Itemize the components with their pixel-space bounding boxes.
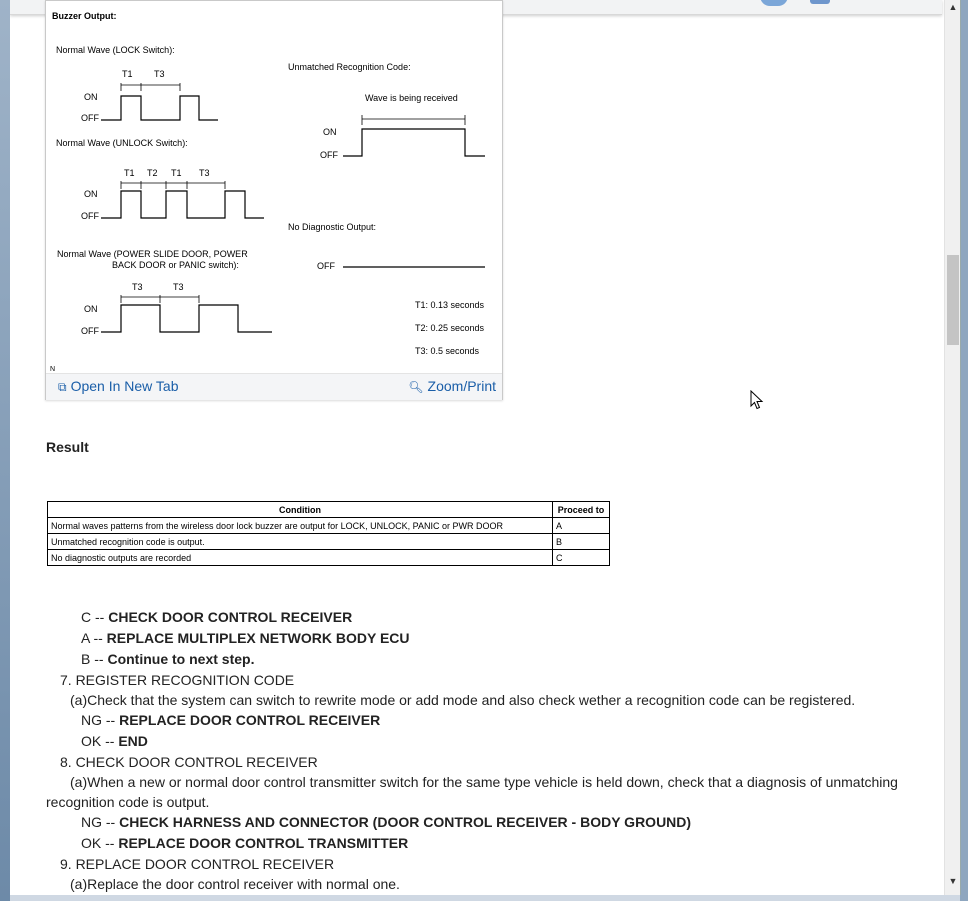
branch-prefix: NG -- xyxy=(81,814,116,830)
table-cell: B xyxy=(553,534,610,550)
off-label: OFF xyxy=(317,261,335,271)
table-cell: No diagnostic outputs are recorded xyxy=(48,550,553,566)
corner-mark: N xyxy=(50,366,56,373)
branch-action: REPLACE DOOR CONTROL TRANSMITTER xyxy=(118,835,409,851)
open-in-new-tab-icon: ⧉ xyxy=(58,380,67,394)
step-8-ok xyxy=(81,835,408,851)
tick-label: T1 xyxy=(122,69,133,79)
condition-table xyxy=(47,501,610,566)
open-in-new-tab-label: Open In New Tab xyxy=(70,378,179,394)
on-label: ON xyxy=(84,92,98,102)
t1-definition: T1: 0.13 seconds xyxy=(415,300,485,310)
no-diag-title: No Diagnostic Output: xyxy=(288,222,377,232)
table-header-proceed: Proceed to xyxy=(553,502,610,518)
unmatched-title: Unmatched Recognition Code: xyxy=(288,62,411,72)
table-cell: Unmatched recognition code is output. xyxy=(48,534,553,550)
branch-prefix: A -- xyxy=(81,630,103,646)
branch-c xyxy=(81,609,352,625)
tick-label: T2 xyxy=(147,168,158,178)
branch-action: CHECK HARNESS AND CONNECTOR (DOOR CONTROL RECEIVER - BODY GROUND) xyxy=(119,814,692,830)
off-label: OFF xyxy=(320,150,338,160)
power-wave-title-2: BACK DOOR or PANIC switch): xyxy=(112,260,239,270)
tick-label: T3 xyxy=(199,168,210,178)
tick-label: T1 xyxy=(171,168,182,178)
off-label: OFF xyxy=(81,326,99,336)
table-row xyxy=(48,550,610,566)
tick-label: T3 xyxy=(132,282,143,292)
open-in-new-tab-link[interactable] xyxy=(58,378,179,395)
branch-action: Continue to next step. xyxy=(107,651,255,667)
table-cell: C xyxy=(553,550,610,566)
off-label: OFF xyxy=(81,211,99,221)
zoom-print-link[interactable] xyxy=(408,378,496,394)
step-8a-continued: recognition code is output. xyxy=(46,794,210,810)
tick-label: T3 xyxy=(173,282,184,292)
on-label: ON xyxy=(84,304,98,314)
branch-action: END xyxy=(118,733,148,749)
table-cell: Normal waves patterns from the wireless door lock buzzer are output for LOCK, UNLOCK, PANIC or PWR DOOR xyxy=(48,518,553,534)
tick-label: T1 xyxy=(124,168,135,178)
zoom-print-label: Zoom/Print xyxy=(427,378,496,394)
branch-prefix: B -- xyxy=(81,651,104,667)
branch-prefix: C -- xyxy=(81,609,105,625)
magnifier-zoom-icon: 🔍︎ xyxy=(408,380,424,394)
table-header-condition: Condition xyxy=(48,502,553,518)
step-9-title: 9. REPLACE DOOR CONTROL RECEIVER xyxy=(60,856,335,872)
table-header-row xyxy=(48,502,610,518)
off-label: OFF xyxy=(81,113,99,123)
t3-definition: T3: 0.5 seconds xyxy=(415,346,480,356)
step-7-title: 7. REGISTER RECOGNITION CODE xyxy=(60,672,295,688)
table-row xyxy=(48,518,610,534)
branch-a xyxy=(81,630,410,646)
t2-definition: T2: 0.25 seconds xyxy=(415,323,485,333)
account-icon[interactable] xyxy=(810,0,830,4)
on-label: ON xyxy=(84,189,98,199)
browser-content-window xyxy=(10,0,961,895)
branch-action: CHECK DOOR CONTROL RECEIVER xyxy=(108,609,353,625)
tick-label: T3 xyxy=(154,69,165,79)
scroll-up-arrow-icon[interactable]: ▲ xyxy=(948,2,958,12)
unlock-wave-title: Normal Wave (UNLOCK Switch): xyxy=(56,138,188,148)
step-9a: (a)Replace the door control receiver with normal one. xyxy=(70,876,400,892)
branch-action: REPLACE DOOR CONTROL RECEIVER xyxy=(119,712,381,728)
table-cell: A xyxy=(553,518,610,534)
step-7-ok xyxy=(81,733,148,749)
power-wave-title-1: Normal Wave (POWER SLIDE DOOR, POWER xyxy=(57,249,248,259)
figure-header: Buzzer Output: xyxy=(52,11,117,21)
step-7a: (a)Check that the system can switch to rewrite mode or add mode and also check wether a recognition code can be registered. xyxy=(70,692,856,708)
scroll-down-arrow-icon[interactable]: ▼ xyxy=(948,876,958,886)
branch-action: REPLACE MULTIPLEX NETWORK BODY ECU xyxy=(106,630,410,646)
figure-action-bar xyxy=(46,373,502,400)
desktop-background-left xyxy=(0,0,10,901)
waveform-figure xyxy=(45,0,503,400)
branch-prefix: NG -- xyxy=(81,712,116,728)
vertical-scrollbar[interactable] xyxy=(944,0,961,895)
waveform-diagram xyxy=(46,1,502,373)
wave-received-label: Wave is being received xyxy=(365,93,458,103)
branch-prefix: OK -- xyxy=(81,733,115,749)
lock-wave-title: Normal Wave (LOCK Switch): xyxy=(56,45,175,55)
table-row xyxy=(48,534,610,550)
step-8a: (a)When a new or normal door control transmitter switch for the same type vehicle is held down, check that a diagnosis of unmatching xyxy=(70,774,898,790)
step-8-ng xyxy=(81,814,691,830)
result-heading: Result xyxy=(46,439,89,455)
scrollbar-thumb[interactable] xyxy=(947,255,959,345)
desktop-background-right xyxy=(960,0,968,901)
branch-prefix: OK -- xyxy=(81,835,115,851)
branch-b xyxy=(81,651,254,667)
user-avatar[interactable] xyxy=(760,0,788,6)
step-7-ng xyxy=(81,712,380,728)
step-8-title: 8. CHECK DOOR CONTROL RECEIVER xyxy=(60,754,318,770)
mouse-pointer-icon xyxy=(750,390,764,410)
on-label: ON xyxy=(323,127,337,137)
